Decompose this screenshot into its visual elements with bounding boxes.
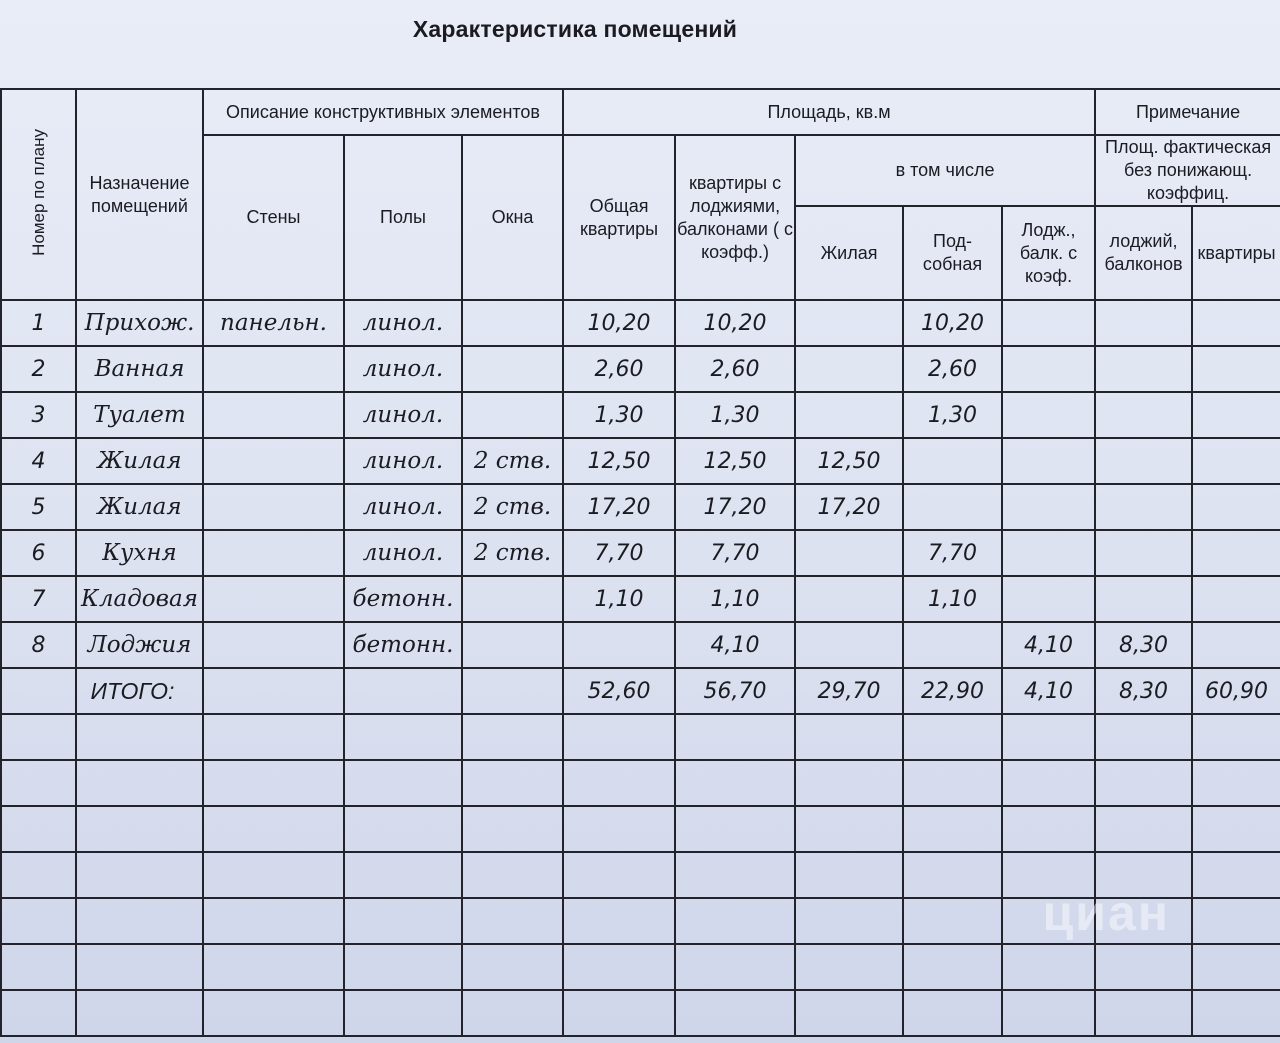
cell-living [795, 576, 903, 622]
header-including: в том числе [795, 135, 1095, 206]
totals-label: ИТОГО: [76, 668, 203, 714]
cell-windows: 2 ств. [462, 530, 563, 576]
cell-empty [1002, 806, 1095, 852]
empty-row [1, 806, 1280, 852]
total-loggia: 4,10 [1002, 668, 1095, 714]
empty-row [1, 990, 1280, 1036]
cell-n: 6 [1, 530, 76, 576]
cell-walls [203, 484, 344, 530]
cell-n: 1 [1, 300, 76, 346]
cell-empty [203, 668, 344, 714]
cell-empty [462, 668, 563, 714]
cell-windows [462, 346, 563, 392]
cell-empty [903, 990, 1002, 1036]
cell-empty [344, 852, 462, 898]
cell-empty [76, 898, 203, 944]
cell-empty [1002, 714, 1095, 760]
cell-name: Жилая [76, 438, 203, 484]
cell-empty [203, 714, 344, 760]
total-fact-apt: 60,90 [1192, 668, 1280, 714]
cell-empty [1192, 760, 1280, 806]
cell-empty [795, 944, 903, 990]
cell-n: 3 [1, 392, 76, 438]
cell-fact-loggia: 8,30 [1095, 622, 1192, 668]
cell-name: Лоджия [76, 622, 203, 668]
cell-fact-apt [1192, 300, 1280, 346]
cell-empty [903, 898, 1002, 944]
cell-empty [795, 714, 903, 760]
cell-empty [563, 806, 675, 852]
cell-empty [795, 806, 903, 852]
cell-fact-apt [1192, 438, 1280, 484]
header-total-apartment: Общая квартиры [563, 135, 675, 300]
cell-empty [1095, 944, 1192, 990]
table-row [1, 438, 1280, 484]
cell-walls [203, 576, 344, 622]
cell-empty [1002, 944, 1095, 990]
cell-empty [462, 898, 563, 944]
cell-empty [675, 852, 795, 898]
table-row [1, 576, 1280, 622]
cell-empty [675, 806, 795, 852]
cell-empty [1095, 760, 1192, 806]
cell-empty [1, 944, 76, 990]
cell-floor: линол. [344, 438, 462, 484]
cell-living [795, 622, 903, 668]
cell-empty [1095, 714, 1192, 760]
cell-empty [903, 806, 1002, 852]
cell-windows [462, 622, 563, 668]
cell-loggia: 4,10 [1002, 622, 1095, 668]
cell-windows [462, 300, 563, 346]
cell-empty [1192, 944, 1280, 990]
cell-empty [675, 898, 795, 944]
cell-total: 10,20 [563, 300, 675, 346]
cell-name: Жилая [76, 484, 203, 530]
header-loggias-balconies: лоджий, балконов [1095, 206, 1192, 300]
cell-living [795, 300, 903, 346]
header-auxiliary: Под-собная [903, 206, 1002, 300]
cell-floor: линол. [344, 530, 462, 576]
cell-empty [344, 760, 462, 806]
cell-empty [203, 944, 344, 990]
empty-row [1, 944, 1280, 990]
cell-floor: линол. [344, 484, 462, 530]
table-row [1, 346, 1280, 392]
cell-with-loggia: 1,30 [675, 392, 795, 438]
total-total: 52,60 [563, 668, 675, 714]
cell-floor: бетонн. [344, 622, 462, 668]
cell-windows: 2 ств. [462, 484, 563, 530]
cell-name: Ванная [76, 346, 203, 392]
total-fact-loggia: 8,30 [1095, 668, 1192, 714]
cell-aux: 2,60 [903, 346, 1002, 392]
cell-with-loggia: 7,70 [675, 530, 795, 576]
cell-loggia [1002, 576, 1095, 622]
cell-empty [344, 898, 462, 944]
cell-name: Кладовая [76, 576, 203, 622]
cell-empty [795, 990, 903, 1036]
cell-fact-apt [1192, 484, 1280, 530]
cell-empty [675, 714, 795, 760]
table-row [1, 300, 1280, 346]
table-row [1, 484, 1280, 530]
cell-empty [1, 714, 76, 760]
cell-walls [203, 438, 344, 484]
cell-empty [344, 806, 462, 852]
cell-total: 12,50 [563, 438, 675, 484]
cell-empty [795, 760, 903, 806]
cell-empty [1, 806, 76, 852]
cell-n: 4 [1, 438, 76, 484]
cell-loggia [1002, 300, 1095, 346]
cell-fact-loggia [1095, 530, 1192, 576]
cell-name: Туалет [76, 392, 203, 438]
cell-fact-loggia [1095, 300, 1192, 346]
cell-empty [344, 990, 462, 1036]
header-with-loggias: квартиры с лоджиями, балконами ( с коэфф.) [675, 135, 795, 300]
cell-empty [1095, 990, 1192, 1036]
cell-windows [462, 576, 563, 622]
cell-fact-apt [1192, 530, 1280, 576]
total-living: 29,70 [795, 668, 903, 714]
cell-empty [563, 944, 675, 990]
cell-aux [903, 622, 1002, 668]
cell-loggia [1002, 484, 1095, 530]
cell-empty [903, 944, 1002, 990]
cell-empty [76, 852, 203, 898]
cian-watermark: циан [1042, 885, 1170, 941]
cell-walls [203, 622, 344, 668]
cell-total: 1,10 [563, 576, 675, 622]
cell-floor: бетонн. [344, 576, 462, 622]
header-actual-area: Площ. фактическая без понижающ. коэффиц. [1095, 135, 1280, 206]
header-floors: Полы [344, 135, 462, 300]
cell-name: Кухня [76, 530, 203, 576]
cell-empty [76, 760, 203, 806]
cell-empty [1002, 990, 1095, 1036]
table-row [1, 392, 1280, 438]
cell-loggia [1002, 346, 1095, 392]
cell-empty [903, 714, 1002, 760]
cell-walls: панельн. [203, 300, 344, 346]
cell-n: 8 [1, 622, 76, 668]
cell-empty [1, 668, 76, 714]
empty-row [1, 714, 1280, 760]
cell-living [795, 346, 903, 392]
cell-empty [462, 714, 563, 760]
cell-empty [563, 898, 675, 944]
cell-empty [675, 944, 795, 990]
header-living: Жилая [795, 206, 903, 300]
cell-empty [462, 806, 563, 852]
cell-living [795, 392, 903, 438]
header-note: Примечание [1095, 89, 1280, 135]
cell-empty [76, 944, 203, 990]
cell-empty [76, 806, 203, 852]
cell-aux [903, 438, 1002, 484]
cell-total: 17,20 [563, 484, 675, 530]
cell-with-loggia: 2,60 [675, 346, 795, 392]
total-with-loggia: 56,70 [675, 668, 795, 714]
cell-total: 1,30 [563, 392, 675, 438]
cell-empty [344, 944, 462, 990]
cell-empty [1095, 806, 1192, 852]
totals-row [1, 668, 1280, 714]
cell-fact-loggia [1095, 392, 1192, 438]
cell-aux [903, 484, 1002, 530]
cell-empty [1192, 990, 1280, 1036]
cell-aux: 1,10 [903, 576, 1002, 622]
cell-aux: 7,70 [903, 530, 1002, 576]
table-row [1, 622, 1280, 668]
header-walls: Стены [203, 135, 344, 300]
cell-with-loggia: 10,20 [675, 300, 795, 346]
cell-fact-loggia [1095, 484, 1192, 530]
cell-fact-loggia [1095, 346, 1192, 392]
header-loggia-coef: Лодж., балк. с коэф. [1002, 206, 1095, 300]
cell-empty [1, 898, 76, 944]
cell-fact-loggia [1095, 438, 1192, 484]
cell-loggia [1002, 438, 1095, 484]
cell-empty [1192, 898, 1280, 944]
cell-empty [462, 990, 563, 1036]
cell-fact-apt [1192, 622, 1280, 668]
cell-total [563, 622, 675, 668]
cell-fact-apt [1192, 346, 1280, 392]
header-windows: Окна [462, 135, 563, 300]
cell-empty [203, 760, 344, 806]
cell-fact-apt [1192, 576, 1280, 622]
cell-empty [462, 760, 563, 806]
cell-empty [563, 852, 675, 898]
cell-empty [1192, 852, 1280, 898]
cell-walls [203, 530, 344, 576]
cell-loggia [1002, 392, 1095, 438]
header-area: Площадь, кв.м [563, 89, 1095, 135]
header-purpose: Назначение помещений [76, 89, 203, 300]
cell-windows [462, 392, 563, 438]
cell-empty [795, 852, 903, 898]
header-elements: Описание конструктивных элементов [203, 89, 563, 135]
cell-empty [203, 852, 344, 898]
cell-empty [903, 852, 1002, 898]
cell-n: 7 [1, 576, 76, 622]
cell-empty [1, 990, 76, 1036]
cell-empty [203, 806, 344, 852]
cell-n: 5 [1, 484, 76, 530]
cell-empty [203, 990, 344, 1036]
cell-empty [344, 714, 462, 760]
cell-with-loggia: 17,20 [675, 484, 795, 530]
cell-empty [675, 990, 795, 1036]
cell-with-loggia: 4,10 [675, 622, 795, 668]
document-title: Характеристика помещений [412, 16, 738, 42]
cell-empty [462, 852, 563, 898]
cell-fact-apt [1192, 392, 1280, 438]
cell-n: 2 [1, 346, 76, 392]
cell-floor: линол. [344, 346, 462, 392]
cell-name: Прихож. [76, 300, 203, 346]
cell-aux: 1,30 [903, 392, 1002, 438]
cell-walls [203, 392, 344, 438]
cell-empty [203, 898, 344, 944]
cell-empty [795, 898, 903, 944]
header-number: Номер по плану [1, 89, 76, 300]
total-aux: 22,90 [903, 668, 1002, 714]
cell-living: 17,20 [795, 484, 903, 530]
cell-empty [563, 990, 675, 1036]
cell-empty [1002, 760, 1095, 806]
cell-total: 7,70 [563, 530, 675, 576]
cell-empty [462, 944, 563, 990]
empty-row [1, 760, 1280, 806]
cell-empty [563, 714, 675, 760]
cell-living: 12,50 [795, 438, 903, 484]
cell-empty [76, 714, 203, 760]
cell-living [795, 530, 903, 576]
cell-with-loggia: 12,50 [675, 438, 795, 484]
cell-with-loggia: 1,10 [675, 576, 795, 622]
cell-fact-loggia [1095, 576, 1192, 622]
cell-empty [675, 760, 795, 806]
cell-total: 2,60 [563, 346, 675, 392]
cell-empty [1192, 806, 1280, 852]
cell-aux: 10,20 [903, 300, 1002, 346]
cell-empty [1, 760, 76, 806]
cell-loggia [1002, 530, 1095, 576]
cell-floor: линол. [344, 300, 462, 346]
cell-floor: линол. [344, 392, 462, 438]
cell-empty [1, 852, 76, 898]
cell-empty [1192, 714, 1280, 760]
cell-empty [563, 760, 675, 806]
cell-empty [76, 990, 203, 1036]
cell-walls [203, 346, 344, 392]
cell-empty [903, 760, 1002, 806]
header-apartment: квартиры [1192, 206, 1280, 300]
cell-windows: 2 ств. [462, 438, 563, 484]
table-row [1, 530, 1280, 576]
cell-empty [344, 668, 462, 714]
